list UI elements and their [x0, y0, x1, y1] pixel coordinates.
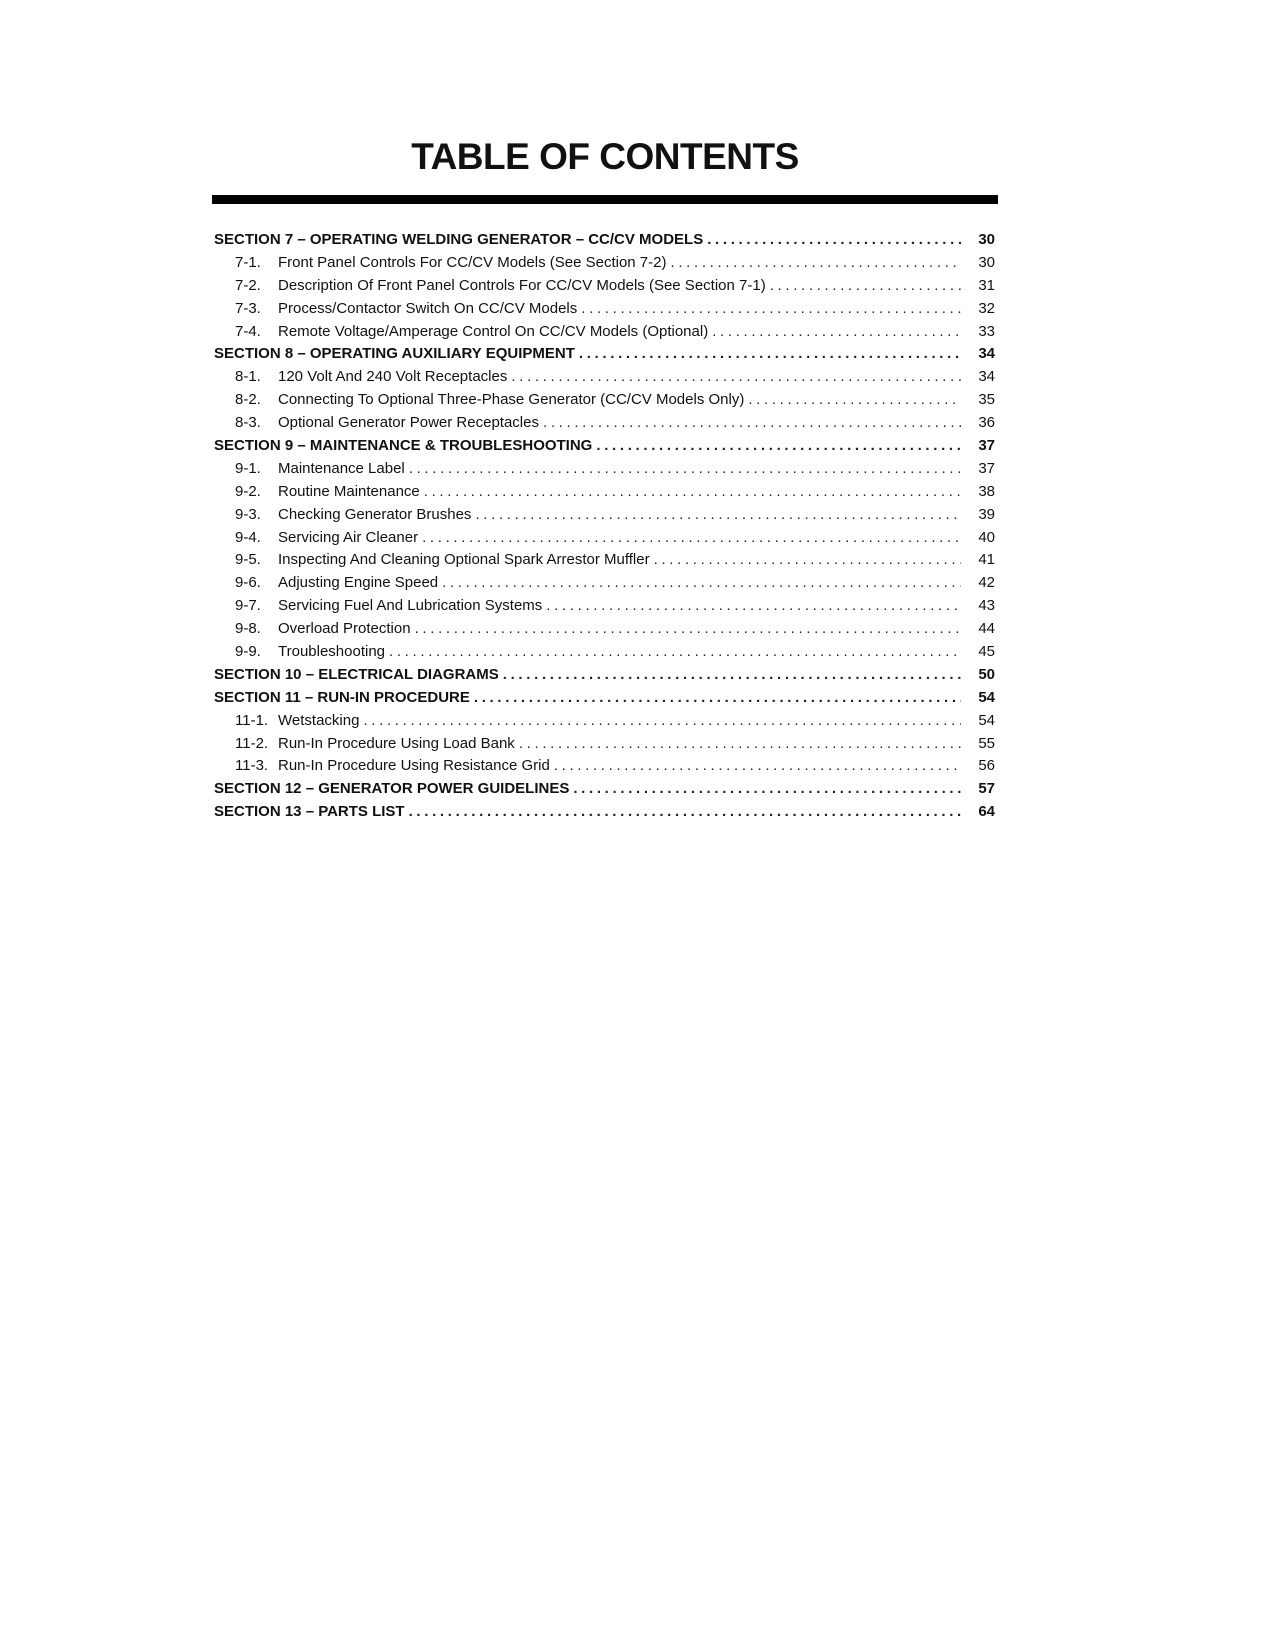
page-number: 38: [978, 482, 995, 500]
entry-title: Description Of Front Panel Controls For CC/CV Models (See Section 7-1): [278, 276, 766, 294]
dot-leader: [654, 551, 961, 568]
toc-subsection-entry[interactable]: [214, 460, 995, 483]
entry-title: SECTION 8 – OPERATING AUXILIARY EQUIPMENT: [214, 345, 575, 363]
dot-leader: [670, 254, 961, 271]
page-number: 31: [978, 276, 995, 294]
toc-subsection-entry[interactable]: [214, 643, 995, 666]
entry-number: 11-3.: [235, 757, 269, 775]
toc-subsection-entry[interactable]: [214, 254, 995, 277]
entry-number: 7-1.: [235, 253, 261, 271]
page-number: 41: [978, 551, 995, 569]
entry-title: Process/Contactor Switch On CC/CV Models: [278, 299, 578, 317]
toc-section-entry[interactable]: [214, 437, 995, 460]
page-number: 32: [978, 299, 995, 317]
toc-section-entry[interactable]: [214, 780, 995, 803]
title-divider: [212, 195, 998, 204]
entry-number: 7-2.: [235, 276, 261, 294]
dot-leader: [581, 300, 961, 317]
entry-title: SECTION 12 – GENERATOR POWER GUIDELINES: [214, 780, 570, 798]
dot-leader: [389, 643, 961, 660]
entry-number: 9-3.: [235, 505, 261, 523]
entry-title: Routine Maintenance: [278, 482, 420, 500]
toc-subsection-entry[interactable]: [214, 483, 995, 506]
page-number: 43: [978, 597, 995, 615]
page-number: 54: [978, 711, 995, 729]
table-of-contents: [214, 231, 995, 826]
toc-subsection-entry[interactable]: [214, 368, 995, 391]
page-number: 33: [978, 322, 995, 340]
entry-number: 8-2.: [235, 391, 261, 409]
page-number: 40: [978, 528, 995, 546]
entry-title: Remote Voltage/Amperage Control On CC/CV Models (Optional): [278, 322, 709, 340]
entry-title: Run-In Procedure Using Resistance Grid: [278, 757, 550, 775]
page-number: 56: [978, 757, 995, 775]
page-number: 30: [978, 231, 995, 248]
toc-subsection-entry[interactable]: [214, 757, 995, 780]
entry-title: 120 Volt And 240 Volt Receptacles: [278, 368, 508, 386]
dot-leader: [474, 689, 961, 706]
toc-subsection-entry[interactable]: [214, 414, 995, 437]
toc-subsection-entry[interactable]: [214, 551, 995, 574]
toc-subsection-entry[interactable]: [214, 735, 995, 758]
page-number: 37: [978, 459, 995, 477]
page-number: 64: [978, 803, 995, 821]
toc-section-entry[interactable]: [214, 345, 995, 368]
page-number: 54: [978, 688, 995, 706]
dot-leader: [415, 620, 961, 637]
entry-title: Servicing Fuel And Lubrication Systems: [278, 597, 543, 615]
toc-subsection-entry[interactable]: [214, 506, 995, 529]
entry-number: 11-1.: [235, 711, 269, 729]
toc-section-entry[interactable]: [214, 689, 995, 712]
entry-number: 9-1.: [235, 459, 261, 477]
page-number: 35: [978, 391, 995, 409]
dot-leader: [511, 368, 961, 385]
dot-leader: [707, 231, 961, 248]
entry-number: 9-9.: [235, 643, 261, 661]
entry-title: Run-In Procedure Using Load Bank: [278, 734, 515, 752]
dot-leader: [422, 529, 961, 546]
dot-leader: [424, 483, 961, 500]
dot-leader: [503, 666, 961, 683]
toc-subsection-entry[interactable]: [214, 277, 995, 300]
toc-subsection-entry[interactable]: [214, 529, 995, 552]
entry-title: Optional Generator Power Receptacles: [278, 414, 539, 432]
dot-leader: [409, 460, 961, 477]
dot-leader: [579, 345, 961, 362]
entry-title: SECTION 9 – MAINTENANCE & TROUBLESHOOTING: [214, 437, 593, 455]
entry-number: 9-8.: [235, 620, 261, 638]
entry-title: Wetstacking: [278, 711, 360, 729]
entry-title: Maintenance Label: [278, 459, 405, 477]
page-number: 57: [978, 780, 995, 798]
dot-leader: [748, 391, 961, 408]
dot-leader: [712, 323, 961, 340]
entry-title: Servicing Air Cleaner: [278, 528, 419, 546]
toc-subsection-entry[interactable]: [214, 712, 995, 735]
page-number: 34: [978, 368, 995, 386]
page-number: 44: [978, 620, 995, 638]
entry-number: 7-3.: [235, 299, 261, 317]
toc-subsection-entry[interactable]: [214, 620, 995, 643]
dot-leader: [554, 757, 961, 774]
dot-leader: [442, 574, 961, 591]
toc-subsection-entry[interactable]: [214, 391, 995, 414]
dot-leader: [475, 506, 961, 523]
entry-number: 7-4.: [235, 322, 261, 340]
dot-leader: [770, 277, 961, 294]
entry-number: 9-7.: [235, 597, 261, 615]
page-number: 42: [978, 574, 995, 592]
page-number: 36: [978, 414, 995, 432]
page-number: 50: [978, 665, 995, 683]
page-number: 45: [978, 643, 995, 661]
page-number: 30: [978, 253, 995, 271]
dot-leader: [546, 597, 961, 614]
entry-title: SECTION 11 – RUN-IN PROCEDURE: [214, 688, 470, 706]
entry-title: Connecting To Optional Three-Phase Generator (CC/CV Models Only): [278, 391, 745, 409]
entry-title: Inspecting And Cleaning Optional Spark Arrestor Muffler: [278, 551, 650, 569]
entry-title: Checking Generator Brushes: [278, 505, 472, 523]
toc-subsection-entry[interactable]: [214, 574, 995, 597]
toc-subsection-entry[interactable]: [214, 323, 995, 346]
entry-number: 9-2.: [235, 482, 261, 500]
entry-number: 9-6.: [235, 574, 261, 592]
toc-section-entry[interactable]: [214, 803, 995, 826]
toc-section-entry[interactable]: [214, 666, 995, 689]
page-number: 34: [978, 345, 995, 363]
entry-title: SECTION 10 – ELECTRICAL DIAGRAMS: [214, 665, 499, 683]
entry-number: 9-4.: [235, 528, 261, 546]
entry-title: Adjusting Engine Speed: [278, 574, 439, 592]
dot-leader: [363, 712, 961, 729]
page-title: TABLE OF CONTENTS: [411, 136, 799, 177]
toc-subsection-entry[interactable]: [214, 300, 995, 323]
dot-leader: [543, 414, 961, 431]
dot-leader: [409, 803, 961, 820]
page-number: 39: [978, 505, 995, 523]
entry-number: 8-1.: [235, 368, 261, 386]
dot-leader: [596, 437, 961, 454]
page-number: 37: [978, 437, 995, 455]
entry-number: 9-5.: [235, 551, 261, 569]
toc-subsection-entry[interactable]: [214, 597, 995, 620]
entry-number: 8-3.: [235, 414, 261, 432]
entry-title: Overload Protection: [278, 620, 411, 638]
entry-title: Front Panel Controls For CC/CV Models (See Section 7-2): [278, 253, 667, 271]
toc-section-entry[interactable]: [214, 231, 995, 254]
entry-title: SECTION 7 – OPERATING WELDING GENERATOR – CC/CV MODELS: [214, 231, 704, 248]
entry-title: SECTION 13 – PARTS LIST: [214, 803, 405, 821]
entry-number: 11-2.: [235, 734, 269, 752]
page-number: 55: [978, 734, 995, 752]
dot-leader: [573, 780, 961, 797]
dot-leader: [519, 735, 961, 752]
entry-title: Troubleshooting: [278, 643, 386, 661]
